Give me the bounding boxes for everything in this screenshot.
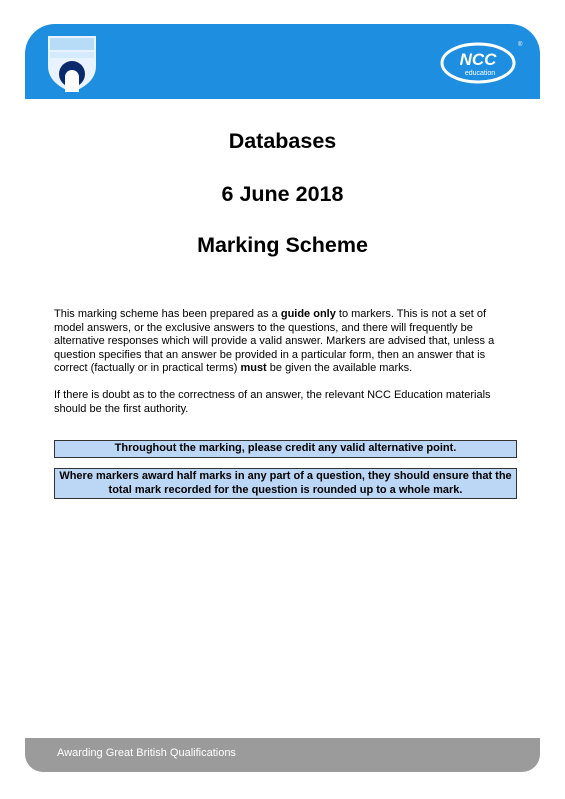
guide-only-emphasis: guide only bbox=[280, 308, 336, 320]
exam-date: 6 June 2018 bbox=[221, 182, 344, 206]
ncc-education-logo bbox=[438, 38, 524, 86]
intro-paragraph bbox=[54, 308, 515, 376]
half-marks-note: Where markers award half marks in any part of a question, they should ensure that the total mark recorded for the question is rounded up to a whole mark. bbox=[54, 468, 517, 499]
must-emphasis: must bbox=[240, 362, 267, 375]
intro-text-2: to markers. This is not a set of model answers, or the exclusive answers to the questions, and there will frequently be alternative responses which will provide a valid answer. Markers are advised that, unless a question specifies that an answer be provided in a particular form, then an answer that is correct (factually or in practical terms) bbox=[54, 308, 495, 375]
footer-tagline: Awarding Great British Qualifications bbox=[57, 747, 236, 759]
authority-paragraph: If there is doubt as to the correctness of an answer, the relevant NCC Education materials should be the first authority. bbox=[54, 389, 491, 415]
ncc-logo-text: NCC bbox=[459, 50, 497, 69]
subject-title: Databases bbox=[228, 129, 337, 153]
valid-alternative-note: Throughout the marking, please credit any valid alternative point. bbox=[54, 440, 517, 458]
footer-band bbox=[25, 738, 540, 772]
header-band bbox=[25, 24, 540, 99]
ncc-logo-subtext: education bbox=[464, 70, 496, 77]
shield-logo-icon bbox=[48, 36, 96, 92]
intro-text-1: This marking scheme has been prepared as a bbox=[54, 308, 281, 320]
svg-text:®: ® bbox=[518, 42, 523, 48]
intro-text-3: be given the available marks. bbox=[266, 362, 413, 375]
document-title: Marking Scheme bbox=[197, 233, 368, 257]
